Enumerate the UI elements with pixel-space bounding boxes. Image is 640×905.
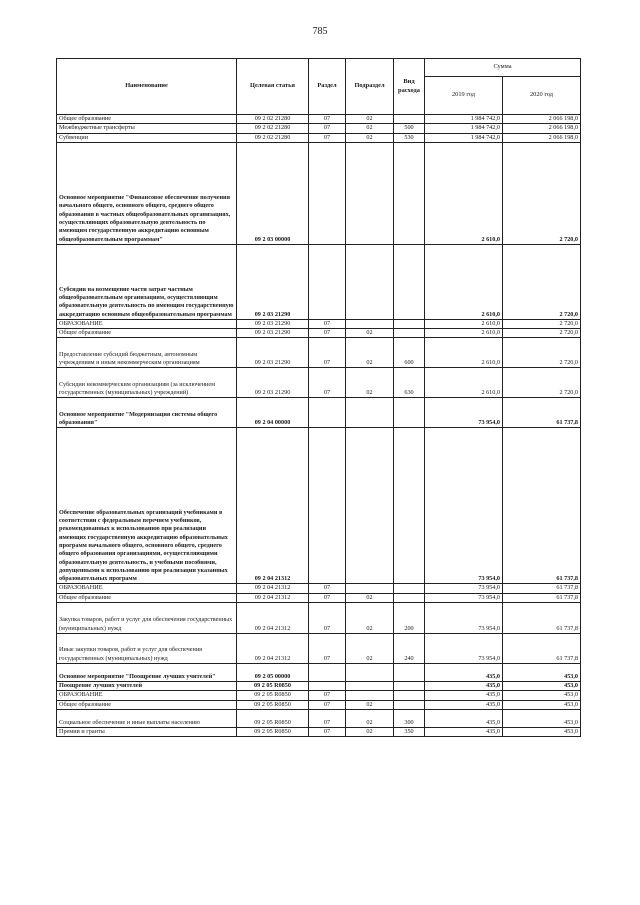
cell-expense-type (394, 428, 425, 584)
cell-section (309, 664, 346, 682)
cell-sum-2020: 453,0 (503, 727, 581, 736)
cell-name: Поощрение лучших учителей (57, 682, 237, 691)
cell-name: Общее образование (57, 593, 237, 602)
cell-subsection: 02 (346, 603, 394, 634)
cell-section: 07 (309, 593, 346, 602)
cell-name: Основное мероприятие "Модернизация системы общего образования" (57, 398, 237, 428)
cell-target: 09 2 04 21312 (237, 428, 309, 584)
cell-section: 07 (309, 709, 346, 727)
cell-section (309, 398, 346, 428)
header-year-2019: 2019 год (425, 77, 503, 115)
cell-sum-2020: 2 720,0 (503, 368, 581, 398)
cell-sum-2019: 73 954,0 (425, 603, 503, 634)
cell-sum-2019: 73 954,0 (425, 593, 503, 602)
cell-section: 07 (309, 603, 346, 634)
cell-name: Основное мероприятие "Поощрение лучших учителей" (57, 664, 237, 682)
cell-target: 09 2 02 21280 (237, 115, 309, 124)
cell-expense-type: 500 (394, 124, 425, 133)
table-row (57, 428, 581, 584)
cell-subsection (346, 142, 394, 244)
cell-expense-type: 630 (394, 368, 425, 398)
cell-name: Социальное обеспечение и иные выплаты населению (57, 709, 237, 727)
cell-expense-type: 530 (394, 133, 425, 142)
cell-sum-2020: 61 737,8 (503, 634, 581, 664)
cell-sum-2019: 2 610,0 (425, 319, 503, 328)
budget-table (56, 58, 581, 737)
cell-subsection (346, 398, 394, 428)
header-name: Наименование (57, 59, 237, 115)
cell-expense-type (394, 682, 425, 691)
cell-target: 09 2 03 21290 (237, 338, 309, 368)
table-row (57, 634, 581, 664)
cell-name: Премии и гранты (57, 727, 237, 736)
cell-target: 09 2 03 00000 (237, 142, 309, 244)
cell-subsection: 02 (346, 133, 394, 142)
cell-subsection (346, 664, 394, 682)
cell-name: Субсидии некоммерческим организациям (за исключением государственных (муниципальных) учреждений) (57, 368, 237, 398)
cell-subsection: 02 (346, 634, 394, 664)
cell-sum-2020: 453,0 (503, 709, 581, 727)
cell-sum-2019: 73 954,0 (425, 398, 503, 428)
cell-sum-2019: 1 984 742,0 (425, 124, 503, 133)
cell-expense-type (394, 244, 425, 319)
cell-sum-2019: 435,0 (425, 700, 503, 709)
cell-sum-2019: 73 954,0 (425, 428, 503, 584)
table-row (57, 700, 581, 709)
cell-section (309, 142, 346, 244)
cell-subsection (346, 428, 394, 584)
table-row (57, 727, 581, 736)
cell-sum-2019: 435,0 (425, 664, 503, 682)
cell-target: 09 2 05 R0850 (237, 727, 309, 736)
page-number: 785 (312, 26, 328, 37)
cell-sum-2019: 2 610,0 (425, 338, 503, 368)
cell-target: 09 2 03 21290 (237, 244, 309, 319)
cell-sum-2020: 2 720,0 (503, 244, 581, 319)
cell-name: ОБРАЗОВАНИЕ (57, 584, 237, 593)
cell-name: Обеспечение образовательных организаций учебниками в соответствии с федеральным перечнем учебников, рекомендованных к использованию при реализации имеющих государственную аккредитацию образовательных программ начального общего, основного общего, среднего общего образования организациями, осуществляющими образовательную деятельность, и учебными пособиями, допущенными к использованию при реализации указанных образовательных программ (57, 428, 237, 584)
cell-expense-type: 600 (394, 338, 425, 368)
cell-target: 09 2 05 R0850 (237, 691, 309, 700)
cell-expense-type (394, 329, 425, 338)
table-row (57, 368, 581, 398)
cell-subsection (346, 319, 394, 328)
cell-subsection (346, 584, 394, 593)
cell-sum-2020: 61 737,8 (503, 584, 581, 593)
cell-target: 09 2 05 R0850 (237, 709, 309, 727)
cell-subsection: 02 (346, 593, 394, 602)
cell-sum-2020: 61 737,8 (503, 593, 581, 602)
cell-name: ОБРАЗОВАНИЕ (57, 319, 237, 328)
cell-expense-type (394, 584, 425, 593)
cell-expense-type (394, 319, 425, 328)
cell-name: Общее образование (57, 115, 237, 124)
cell-subsection: 02 (346, 338, 394, 368)
cell-name: Субсидии на возмещение части затрат частным общеобразовательным организациям, осуществляющим образовательную деятельность по имеющим государственную аккредитацию основным общеобразовательным программам (57, 244, 237, 319)
cell-section (309, 428, 346, 584)
cell-subsection (346, 691, 394, 700)
cell-sum-2019: 435,0 (425, 709, 503, 727)
cell-sum-2020: 2 720,0 (503, 142, 581, 244)
cell-subsection: 02 (346, 329, 394, 338)
header-year-2020: 2020 год (503, 77, 581, 115)
table-row (57, 603, 581, 634)
cell-section: 07 (309, 584, 346, 593)
cell-sum-2020: 2 720,0 (503, 329, 581, 338)
cell-target: 09 2 04 21312 (237, 603, 309, 634)
table-row (57, 124, 581, 133)
header-subsection: Подраздел (346, 59, 394, 115)
cell-section (309, 244, 346, 319)
cell-expense-type (394, 664, 425, 682)
table-row (57, 398, 581, 428)
cell-sum-2020: 61 737,8 (503, 603, 581, 634)
header-sum: Сумма (425, 59, 581, 77)
cell-subsection: 02 (346, 368, 394, 398)
cell-target: 09 2 05 00000 (237, 664, 309, 682)
cell-sum-2020: 2 720,0 (503, 338, 581, 368)
cell-section: 07 (309, 329, 346, 338)
cell-expense-type: 300 (394, 709, 425, 727)
table-row (57, 142, 581, 244)
cell-target: 09 2 02 21280 (237, 133, 309, 142)
cell-section: 07 (309, 133, 346, 142)
cell-subsection: 02 (346, 709, 394, 727)
header-target: Целевая статья (237, 59, 309, 115)
cell-expense-type (394, 398, 425, 428)
cell-target: 09 2 04 21312 (237, 593, 309, 602)
cell-subsection (346, 682, 394, 691)
table-row (57, 691, 581, 700)
cell-sum-2020: 2 066 198,0 (503, 124, 581, 133)
cell-expense-type (394, 700, 425, 709)
cell-expense-type (394, 115, 425, 124)
cell-name: Иные закупки товаров, работ и услуг для обеспечения государственных (муниципальных) нужд (57, 634, 237, 664)
cell-name: ОБРАЗОВАНИЕ (57, 691, 237, 700)
cell-expense-type (394, 142, 425, 244)
table-header (57, 59, 581, 115)
cell-sum-2019: 435,0 (425, 691, 503, 700)
cell-sum-2019: 435,0 (425, 682, 503, 691)
cell-sum-2019: 1 984 742,0 (425, 115, 503, 124)
cell-target: 09 2 02 21280 (237, 124, 309, 133)
cell-target: 09 2 04 21312 (237, 634, 309, 664)
cell-section: 07 (309, 124, 346, 133)
cell-section: 07 (309, 691, 346, 700)
cell-sum-2020: 61 737,8 (503, 398, 581, 428)
cell-section: 07 (309, 700, 346, 709)
cell-sum-2020: 453,0 (503, 691, 581, 700)
table-row (57, 244, 581, 319)
table-row (57, 338, 581, 368)
cell-sum-2020: 453,0 (503, 682, 581, 691)
cell-target: 09 2 04 00000 (237, 398, 309, 428)
header-expense-type: Вид расхода (394, 59, 425, 115)
cell-target: 09 2 03 21290 (237, 368, 309, 398)
cell-sum-2019: 2 610,0 (425, 142, 503, 244)
table-row (57, 584, 581, 593)
table-row (57, 664, 581, 682)
cell-section: 07 (309, 338, 346, 368)
cell-section (309, 682, 346, 691)
cell-target: 09 2 05 R0850 (237, 682, 309, 691)
cell-subsection: 02 (346, 115, 394, 124)
cell-subsection: 02 (346, 727, 394, 736)
cell-sum-2019: 2 610,0 (425, 244, 503, 319)
cell-section: 07 (309, 634, 346, 664)
cell-sum-2019: 2 610,0 (425, 329, 503, 338)
cell-target: 09 2 03 21290 (237, 319, 309, 328)
cell-sum-2019: 435,0 (425, 727, 503, 736)
cell-expense-type: 350 (394, 727, 425, 736)
cell-sum-2020: 2 066 198,0 (503, 115, 581, 124)
cell-name: Субвенции (57, 133, 237, 142)
header-section: Раздел (309, 59, 346, 115)
cell-sum-2019: 73 954,0 (425, 584, 503, 593)
cell-name: Общее образование (57, 329, 237, 338)
cell-name: Основное мероприятие "Финансовое обеспечение получения начального общего, основного общего, среднего общего образования в частных общеобразовательных организациях, осуществляющих образовательную деятельность по имеющим государственную аккредитацию основным общеобразовательным программам" (57, 142, 237, 244)
cell-target: 09 2 04 21312 (237, 584, 309, 593)
table-row (57, 709, 581, 727)
table-row (57, 682, 581, 691)
cell-sum-2020: 2 720,0 (503, 319, 581, 328)
cell-sum-2020: 2 066 198,0 (503, 133, 581, 142)
table-body (57, 115, 581, 737)
table-row (57, 115, 581, 124)
cell-target: 09 2 03 21290 (237, 329, 309, 338)
cell-expense-type: 240 (394, 634, 425, 664)
cell-target: 09 2 05 R0850 (237, 700, 309, 709)
cell-section: 07 (309, 115, 346, 124)
cell-sum-2019: 2 610,0 (425, 368, 503, 398)
cell-section: 07 (309, 727, 346, 736)
cell-expense-type (394, 691, 425, 700)
cell-sum-2019: 1 984 742,0 (425, 133, 503, 142)
cell-sum-2020: 453,0 (503, 664, 581, 682)
cell-name: Межбюджетные трансферты (57, 124, 237, 133)
cell-subsection: 02 (346, 700, 394, 709)
cell-name: Предоставление субсидий бюджетным, автономным учреждениям и иным некоммерческим организациям (57, 338, 237, 368)
cell-section: 07 (309, 368, 346, 398)
cell-sum-2020: 453,0 (503, 700, 581, 709)
cell-subsection (346, 244, 394, 319)
cell-expense-type (394, 593, 425, 602)
cell-sum-2019: 73 954,0 (425, 634, 503, 664)
cell-name: Закупка товаров, работ и услуг для обеспечения государственных (муниципальных) нужд (57, 603, 237, 634)
table-row (57, 593, 581, 602)
table-row (57, 319, 581, 328)
cell-name: Общее образование (57, 700, 237, 709)
table-row (57, 133, 581, 142)
cell-section: 07 (309, 319, 346, 328)
cell-subsection: 02 (346, 124, 394, 133)
table-row (57, 329, 581, 338)
cell-expense-type: 200 (394, 603, 425, 634)
cell-sum-2020: 61 737,8 (503, 428, 581, 584)
